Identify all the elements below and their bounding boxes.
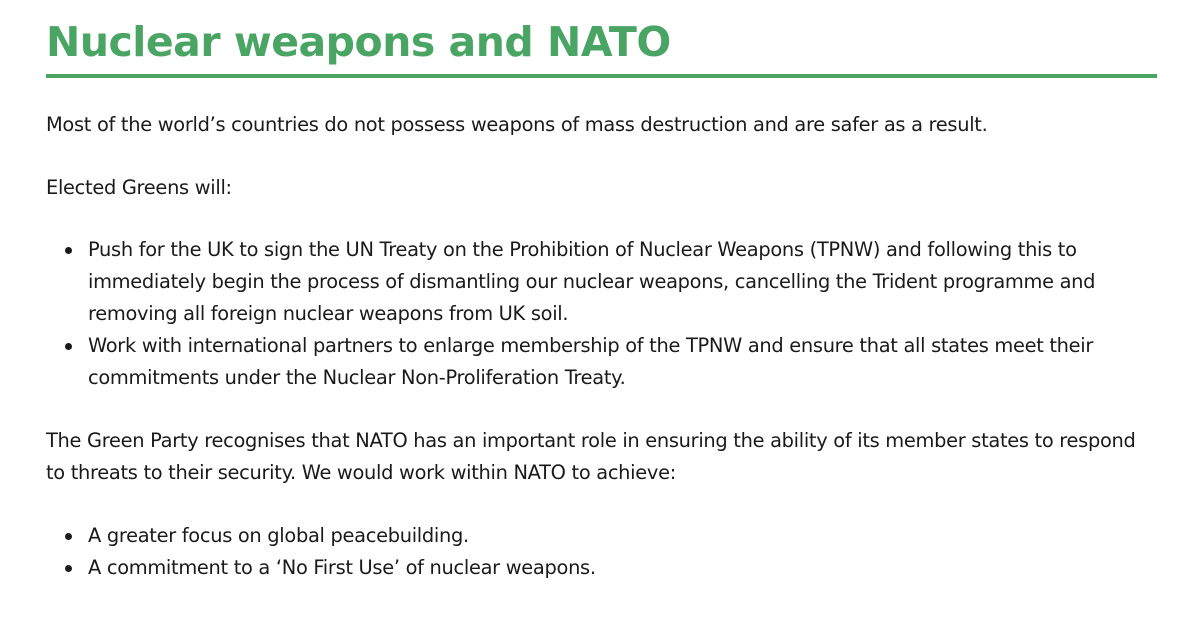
page-title: Nuclear weapons and NATO	[46, 18, 671, 66]
list-item: A commitment to a ‘No First Use’ of nuclear weapons.	[88, 552, 1157, 584]
list-item: Push for the UK to sign the UN Treaty on the Prohibition of Nuclear Weapons (TPNW) and following this to immediately begin the process of dismantling our nuclear weapons, cancelling the Trident programme and removing all foreign nuclear weapons from UK soil.	[88, 234, 1157, 330]
nato-goals-list	[46, 520, 1157, 584]
intro-paragraph: Most of the world’s countries do not possess weapons of mass destruction and are safer as a result.	[46, 113, 988, 136]
heading-underline-divider	[46, 74, 1157, 78]
list-item: A greater focus on global peacebuilding.	[88, 520, 1157, 552]
elected-greens-paragraph: Elected Greens will:	[46, 176, 232, 199]
nato-paragraph: The Green Party recognises that NATO has an important role in ensuring the ability of its member states to respond to threats to their security. We would work within NATO to achieve:	[46, 429, 1136, 484]
commitments-list	[46, 234, 1157, 394]
list-item: Work with international partners to enlarge membership of the TPNW and ensure that all states meet their commitments under the Nuclear Non-Proliferation Treaty.	[88, 330, 1157, 394]
